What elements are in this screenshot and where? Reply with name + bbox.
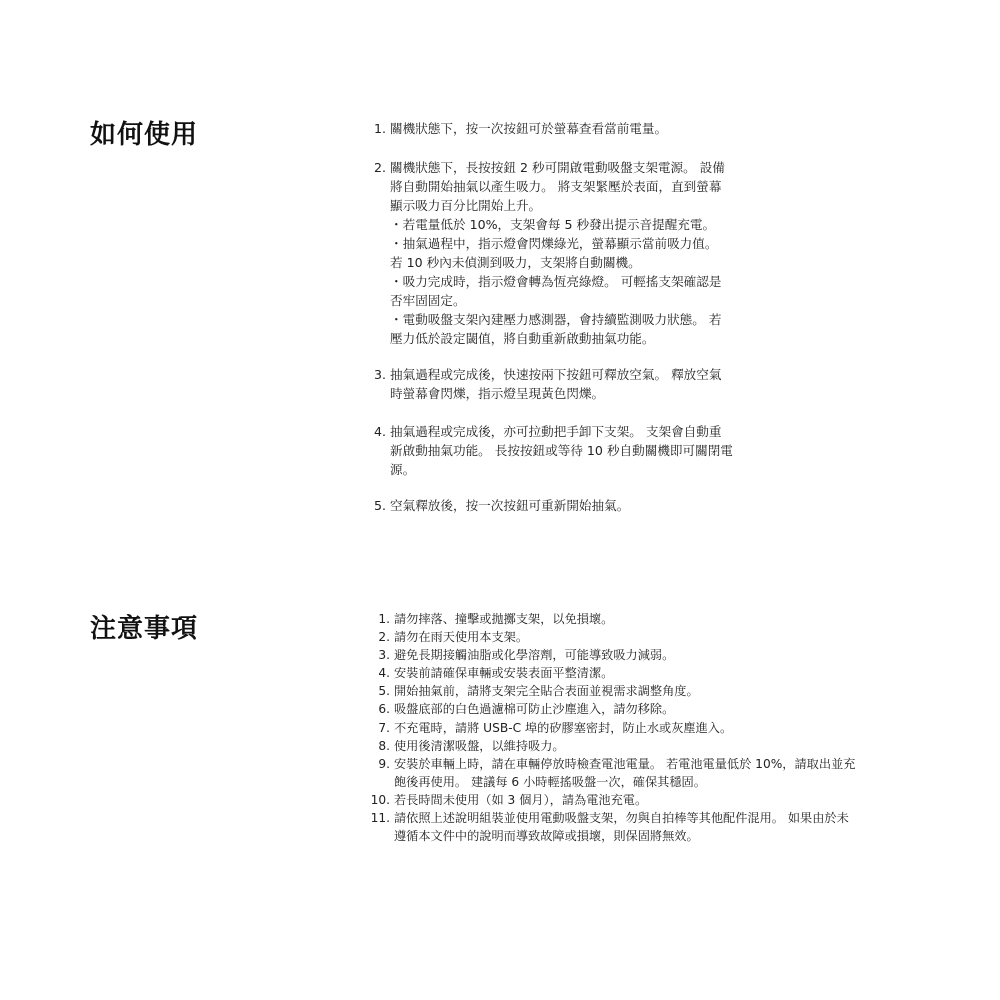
precaution-text: 不充電時，請將 USB-C 埠的矽膠塞密封，防止水或灰塵進入。: [394, 720, 733, 735]
usage-step-text: 將自動開始抽氣以產生吸力。 將支架緊壓於表面，直到螢幕: [390, 179, 722, 194]
precaution-number: 3.: [378, 648, 390, 663]
usage-step-1: [374, 119, 764, 138]
usage-bullet-text: 壓力低於設定閾值，將自動重新啟動抽氣功能。: [390, 331, 655, 346]
precaution-number: 6.: [378, 702, 390, 717]
usage-step-text: 2. 關機狀態下，長按按鈕 2 秒可開啟電動吸盤支架電源。 設備: [374, 160, 725, 175]
precaution-item: [360, 719, 920, 737]
usage-step-2: [374, 158, 764, 348]
usage-section-title: 如何使用: [90, 120, 199, 150]
usage-bullet-text: ・吸力完成時，指示燈會轉為恆亮綠燈。 可輕搖支架確認是: [390, 274, 722, 289]
precaution-item: [360, 791, 920, 809]
usage-bullet-text: ・抽氣過程中，指示燈會閃爍綠光，螢幕顯示當前吸力值。: [390, 236, 718, 251]
precaution-number: 8.: [378, 738, 390, 753]
precaution-item: [360, 664, 920, 682]
precaution-number: 7.: [378, 720, 390, 735]
precaution-text: 安裝前請確保車輛或安裝表面平整清潔。: [394, 666, 614, 681]
precaution-item: [360, 610, 920, 628]
precaution-number: 11.: [370, 811, 390, 826]
precaution-number: 4.: [378, 666, 390, 681]
precaution-text: 請依照上述說明組裝並使用電動吸盤支架，勿與自拍棒等其他配件混用。 如果由於未: [394, 811, 849, 826]
precaution-item: [360, 700, 920, 718]
precaution-item: [360, 646, 920, 664]
precaution-item: [360, 809, 920, 845]
precaution-number: 2.: [378, 630, 390, 645]
usage-step-text: 5. 空氣釋放後，按一次按鈕可重新開始抽氣。: [374, 498, 630, 513]
precaution-text: 避免長期接觸油脂或化學溶劑，可能導致吸力減弱。: [394, 648, 675, 663]
notes-section-title: 注意事項: [90, 614, 199, 644]
precaution-item: [360, 682, 920, 700]
precaution-number: 10.: [370, 792, 390, 807]
usage-step-text: 時螢幕會閃爍，指示燈呈現黃色閃爍。: [390, 386, 605, 401]
precaution-item: [360, 755, 920, 791]
usage-step-text: 1. 關機狀態下，按一次按鈕可於螢幕查看當前電量。: [374, 121, 668, 136]
usage-step-text: 源。: [390, 462, 416, 477]
precaution-text: 遵循本文件中的說明而導致故障或損壞，則保固將無效。: [394, 829, 699, 844]
precaution-number: 9.: [378, 756, 390, 771]
precaution-item: [360, 737, 920, 755]
usage-bullet-text: 否牢固固定。: [390, 293, 466, 308]
precaution-text: 安裝於車輛上時，請在車輛停放時檢查電池電量。 若電池電量低於 10%，請取出並充: [394, 756, 856, 771]
usage-bullet-text: ・若電量低於 10%，支架會每 5 秒發出提示音提醒充電。: [390, 217, 716, 232]
precaution-text: 開始抽氣前，請將支架完全貼合表面並視需求調整角度。: [394, 684, 699, 699]
precaution-text: 請勿在雨天使用本支架。: [394, 630, 529, 645]
precaution-text: 飽後再使用。 建議每 6 小時輕搖吸盤一次，確保其穩固。: [394, 774, 706, 789]
precautions-list: [360, 610, 920, 845]
usage-step-4: [374, 422, 764, 479]
usage-instructions-list: [374, 119, 764, 533]
usage-bullet-text: 若 10 秒內未偵測到吸力，支架將自動關機。: [390, 255, 641, 270]
usage-step-3: [374, 365, 764, 403]
usage-step-text: 顯示吸力百分比開始上升。: [390, 198, 542, 213]
precaution-text: 使用後清潔吸盤，以維持吸力。: [394, 738, 565, 753]
precaution-text: 請勿摔落、撞擊或拋擲支架，以免損壞。: [394, 612, 614, 626]
usage-step-text: 新啟動抽氣功能。 長按按鈕或等待 10 秒自動關機即可關閉電: [390, 443, 733, 458]
usage-step-text: 4. 抽氣過程或完成後，亦可拉動把手卸下支架。 支架會自動重: [374, 424, 722, 439]
precaution-item: [360, 628, 920, 646]
precaution-number: 5.: [378, 684, 390, 699]
usage-bullet-text: ・電動吸盤支架內建壓力感測器，會持續監測吸力狀態。 若: [390, 312, 722, 327]
usage-step-5: [374, 496, 764, 515]
precaution-text: 若長時間未使用（如 3 個月），請為電池充電。: [394, 792, 648, 807]
precaution-number: 1.: [378, 612, 390, 626]
precaution-text: 吸盤底部的白色過濾棉可防止沙塵進入，請勿移除。: [394, 702, 675, 717]
usage-step-text: 3. 抽氣過程或完成後，快速按兩下按鈕可釋放空氣。 釋放空氣: [374, 367, 722, 382]
